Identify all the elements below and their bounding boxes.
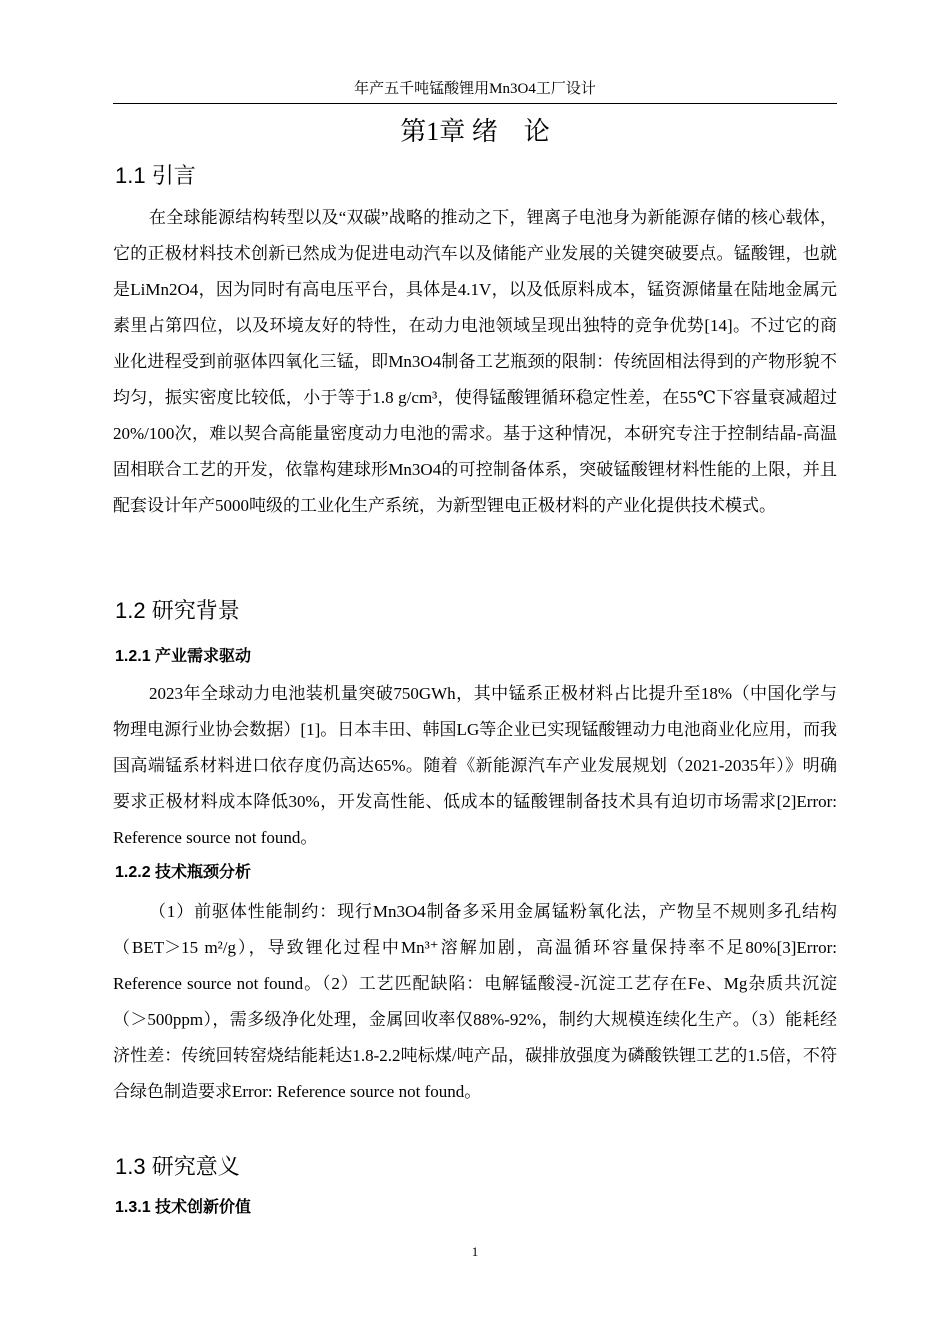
page-number: 1: [471, 1244, 479, 1259]
section-heading-1-2: 1.2 研究背景: [115, 598, 240, 623]
header-rule: [113, 103, 837, 104]
paragraph-introduction: 在全球能源结构转型以及“双碳”战略的推动之下，锂离子电池身为新能源存储的核心载体，它的正极材料技术创新已然成为促进电动汽车以及储能产业发展的关键突破要点。锰酸锂，也就是LiMn2O4，因为同时有高电压平台，具体是4.1V，以及低原料成本，锰资源储量在陆地金属元素里占第四位，以及环境友好的特性，在动力电池领域呈现出独特的竞争优势[14]。不过它的商业化进程受到前驱体四氧化三锰，即Mn3O4制备工艺瓶颈的限制：传统固相法得到的产物形貌不均匀，振实密度比较低，小于等于1.8 g/cm³，使得锰酸锂循环稳定性差，在55℃下容量衰减超过20%/100次，难以契合高能量密度动力电池的需求。基于这种情况，本研究专注于控制结晶-高温固相联合工艺的开发，依靠构建球形Mn3O4的可控制备体系，突破锰酸锂材料性能的上限，并且配套设计年产5000吨级的工业化生产系统，为新型锂电正极材料的产业化提供技术模式。: [113, 208, 837, 515]
subsection-heading-1-3-1: 1.3.1 技术创新价值: [115, 1199, 252, 1216]
section-heading-1-3: 1.3 研究意义: [115, 1154, 240, 1179]
chapter-title: 第1章 绪 论: [400, 117, 550, 146]
subsection-heading-1-2-1: 1.2.1 产业需求驱动: [115, 648, 252, 665]
running-header: 年产五千吨锰酸锂用Mn3O4工厂设计: [354, 81, 596, 97]
subsection-heading-1-2-2: 1.2.2 技术瓶颈分析: [115, 864, 252, 881]
paragraph-industry-demand: 2023年全球动力电池装机量突破750GWh，其中锰系正极材料占比提升至18%（中国化学与物理电源行业协会数据）[1]。日本丰田、韩国LG等企业已实现锰酸锂动力电池商业化应用，而我国高端锰系材料进口依存度仍高达65%。随着《新能源汽车产业发展规划（2021-2035年）》明确要求正极材料成本降低30%，开发高性能、低成本的锰酸锂制备技术具有迫切市场需求[2]Error: Reference source not found。: [113, 684, 837, 847]
paragraph-technical-bottleneck: （1）前驱体性能制约：现行Mn3O4制备多采用金属锰粉氧化法，产物呈不规则多孔结构（BET＞15 m²/g），导致锂化过程中Mn³⁺溶解加剧，高温循环容量保持率不足80%[3]Error: Reference source not found。（2）工艺匹配缺陷：电解锰酸浸-沉淀工艺存在Fe、Mg杂质共沉淀（＞500ppm），需多级净化处理，金属回收率仅88%-92%，制约大规模连续化生产。（3）能耗经济性差：传统回转窑烧结能耗达1.8-2.2吨标煤/吨产品，碳排放强度为磷酸铁锂工艺的1.5倍，不符合绿色制造要求Error: Reference source not found。: [113, 902, 837, 1101]
section-heading-1-1: 1.1 引言: [115, 163, 196, 188]
